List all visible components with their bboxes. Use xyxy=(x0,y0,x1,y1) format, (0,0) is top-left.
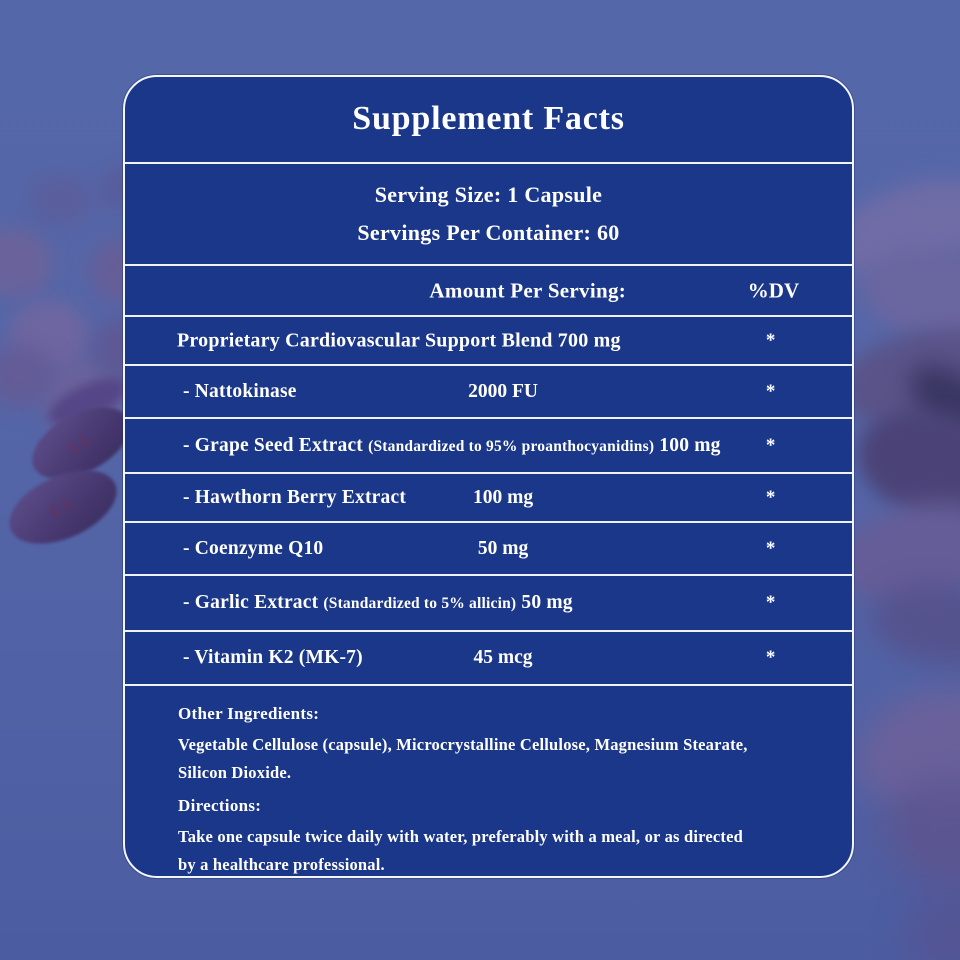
ingredient-amount: 100 mg xyxy=(472,486,534,508)
ingredient-standardization: (Standardized to 5% allicin) xyxy=(323,595,517,612)
ingredient-name: - Nattokinase xyxy=(183,380,297,402)
dv-value: * xyxy=(765,434,776,456)
dv-value: * xyxy=(765,537,776,559)
dv-value: * xyxy=(765,592,776,613)
column-header-row xyxy=(125,264,852,315)
ingredient-name: - Grape Seed Extract (Standardized to 95% proanthocyanidins) 100 mg xyxy=(183,434,721,456)
dv-value: * xyxy=(765,647,776,668)
ingredient-row-nattokinase xyxy=(125,364,852,417)
title-section xyxy=(125,77,852,162)
servings-per-container: Servings Per Container: 60 xyxy=(357,220,620,246)
ingredient-name: Proprietary Cardiovascular Support Blend 700 mg xyxy=(177,329,621,351)
ingredient-row-hawthorn xyxy=(125,472,852,521)
supplement-facts-panel xyxy=(123,75,854,878)
serving-section xyxy=(125,162,852,264)
directions-heading: Directions: xyxy=(178,796,262,815)
ingredient-row-garlic xyxy=(125,574,852,630)
ingredient-name: - Garlic Extract (Standardized to 5% allicin) 50 mg xyxy=(183,592,573,613)
ingredient-standardization: (Standardized to 95% proanthocyanidins) xyxy=(368,437,655,455)
other-ingredients-text: Silicon Dioxide. xyxy=(178,763,292,782)
ingredient-amount: 45 mcg xyxy=(473,647,533,668)
ingredient-row-grape-seed xyxy=(125,417,852,472)
dv-value: * xyxy=(765,380,776,402)
footnotes-section xyxy=(125,684,852,879)
page-title: Supplement Facts xyxy=(352,100,625,137)
serving-size: Serving Size: 1 Capsule xyxy=(374,181,603,207)
ingredient-amount: 50 mg xyxy=(477,537,529,559)
ingredient-amount: 2000 FU xyxy=(468,380,538,402)
ingredient-name: - Vitamin K2 (MK-7) xyxy=(183,647,363,668)
ingredient-name: - Coenzyme Q10 xyxy=(183,537,324,559)
dv-value: * xyxy=(765,486,776,508)
ingredient-row-vitamin-k2 xyxy=(125,630,852,684)
directions-text: Take one capsule twice daily with water, preferably with a meal, or as directed xyxy=(178,827,743,846)
amount-per-serving-header: Amount Per Serving: xyxy=(429,278,627,302)
pill-blur xyxy=(0,228,53,298)
ingredient-name: - Hawthorn Berry Extract xyxy=(183,486,407,508)
pill-imprint-text: LL xyxy=(64,427,98,458)
dv-header: %DV xyxy=(747,278,800,302)
ingredient-row-coq10 xyxy=(125,521,852,574)
other-ingredients-heading: Other Ingredients: xyxy=(178,704,320,723)
other-ingredients-text: Vegetable Cellulose (capsule), Microcrystalline Cellulose, Magnesium Stearate, xyxy=(178,735,748,754)
dv-value: * xyxy=(765,329,776,351)
pill-blur xyxy=(905,890,960,960)
directions-text: by a healthcare professional. xyxy=(178,855,385,874)
pill-imprint-text: LL xyxy=(46,491,80,522)
pill-blur xyxy=(30,175,90,225)
ingredient-row-proprietary-blend xyxy=(125,315,852,364)
